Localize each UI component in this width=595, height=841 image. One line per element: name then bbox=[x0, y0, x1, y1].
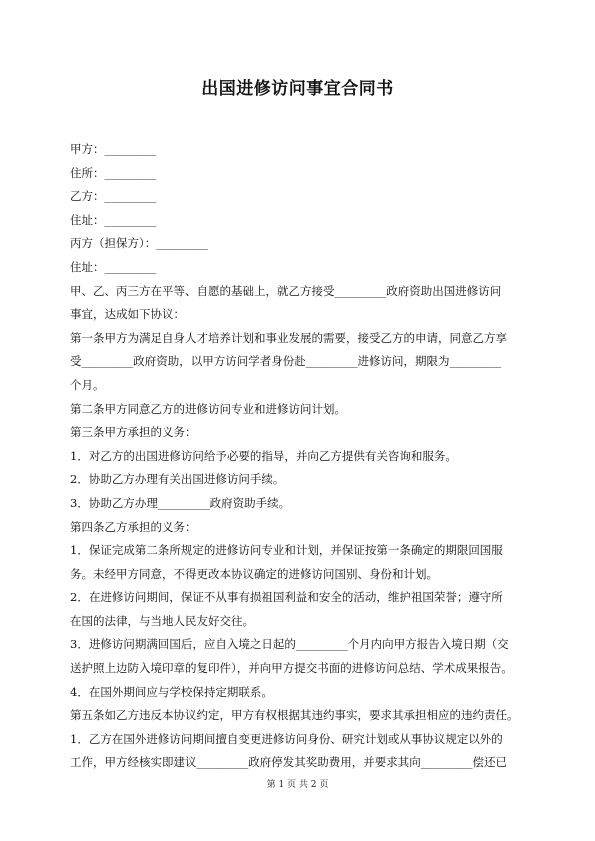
article-1-line-3: 个月。 bbox=[70, 377, 105, 392]
party-c-address-line: 住址：_________ bbox=[70, 259, 157, 274]
article-5-heading: 第五条如乙方违反本协议约定，甲方有权根据其违约事实，要求其承担相应的违约责任。 bbox=[70, 708, 519, 723]
article-4-item-1-line-1: 1．保证完成第二条所规定的进修访问专业和计划，并保证按第一条确定的期限回国服 bbox=[70, 543, 503, 558]
article-2-line: 第二条甲方同意乙方的进修访问专业和进修访问计划。 bbox=[70, 401, 346, 416]
article-4-heading: 第四条乙方承担的义务： bbox=[70, 519, 197, 534]
party-a-address-line: 住所：_________ bbox=[70, 165, 157, 180]
document-body bbox=[70, 138, 528, 775]
article-4-item-2-line-2: 在国的法律，与当地人民友好交往。 bbox=[70, 613, 254, 628]
article-3-heading: 第三条甲方承担的义务： bbox=[70, 425, 197, 440]
party-b-line: 乙方：_________ bbox=[70, 189, 157, 204]
party-a-line: 甲方：_________ bbox=[70, 142, 157, 156]
article-4-item-3-line-2: 送护照上边防入境印章的复印件），并向甲方提交书面的进修访问总结、学术成果报告。 bbox=[70, 661, 513, 676]
article-4-item-3-line-1: 3．进修访问期满回国后，应自入境之日起的_________个月内向甲方报告入境日期（交 bbox=[70, 637, 509, 652]
preamble-line-1: 甲、乙、丙三方在平等、自愿的基础上，就乙方接受_________政府资助出国进修访问 bbox=[70, 283, 502, 298]
article-4-item-4: 4．在国外期间应与学校保持定期联系。 bbox=[70, 684, 273, 699]
article-1-line-1: 第一条甲方为满足自身人才培养计划和事业发展的需要，接受乙方的申请，同意乙方享 bbox=[70, 330, 507, 345]
article-3-item-1: 1．对乙方的出国进修访问给予必要的指导，并向乙方提供有关咨询和服务。 bbox=[70, 448, 457, 463]
article-3-item-2: 2．协助乙方办理有关出国进修访问手续。 bbox=[70, 472, 285, 487]
article-3-item-3: 3．协助乙方办理_________政府资助手续。 bbox=[70, 495, 291, 510]
article-4-item-2-line-1: 2．在进修访问期间，保证不从事有损祖国利益和安全的活动，维护祖国荣誉；遵守所 bbox=[70, 590, 503, 605]
party-b-address-line: 住址：_________ bbox=[70, 212, 157, 227]
document-title: 出国进修访问事宜合同书 bbox=[201, 79, 394, 99]
page-footer: 第 1 页 共 2 页 bbox=[266, 780, 329, 790]
article-5-item-1-line-1: 1．乙方在国外进修访问期间擅自变更进修访问身份、研究计划或从事协议规定以外的 bbox=[70, 731, 503, 746]
article-5-item-1-line-2: 工作，甲方经核实即建议_________政府停发其奖助费用，并要求其向_________偿还已 bbox=[70, 755, 507, 770]
article-1-line-2: 受_________政府资助，以甲方访问学者身份赴_________进修访问，期限为_________ bbox=[70, 354, 502, 369]
party-c-line: 丙方（担保方）：_________ bbox=[70, 236, 208, 251]
preamble-line-2: 事宜，达成如下协议： bbox=[70, 307, 185, 322]
article-4-item-1-line-2: 务。未经甲方同意，不得更改本协议确定的进修访问国别、身份和计划。 bbox=[70, 566, 438, 581]
